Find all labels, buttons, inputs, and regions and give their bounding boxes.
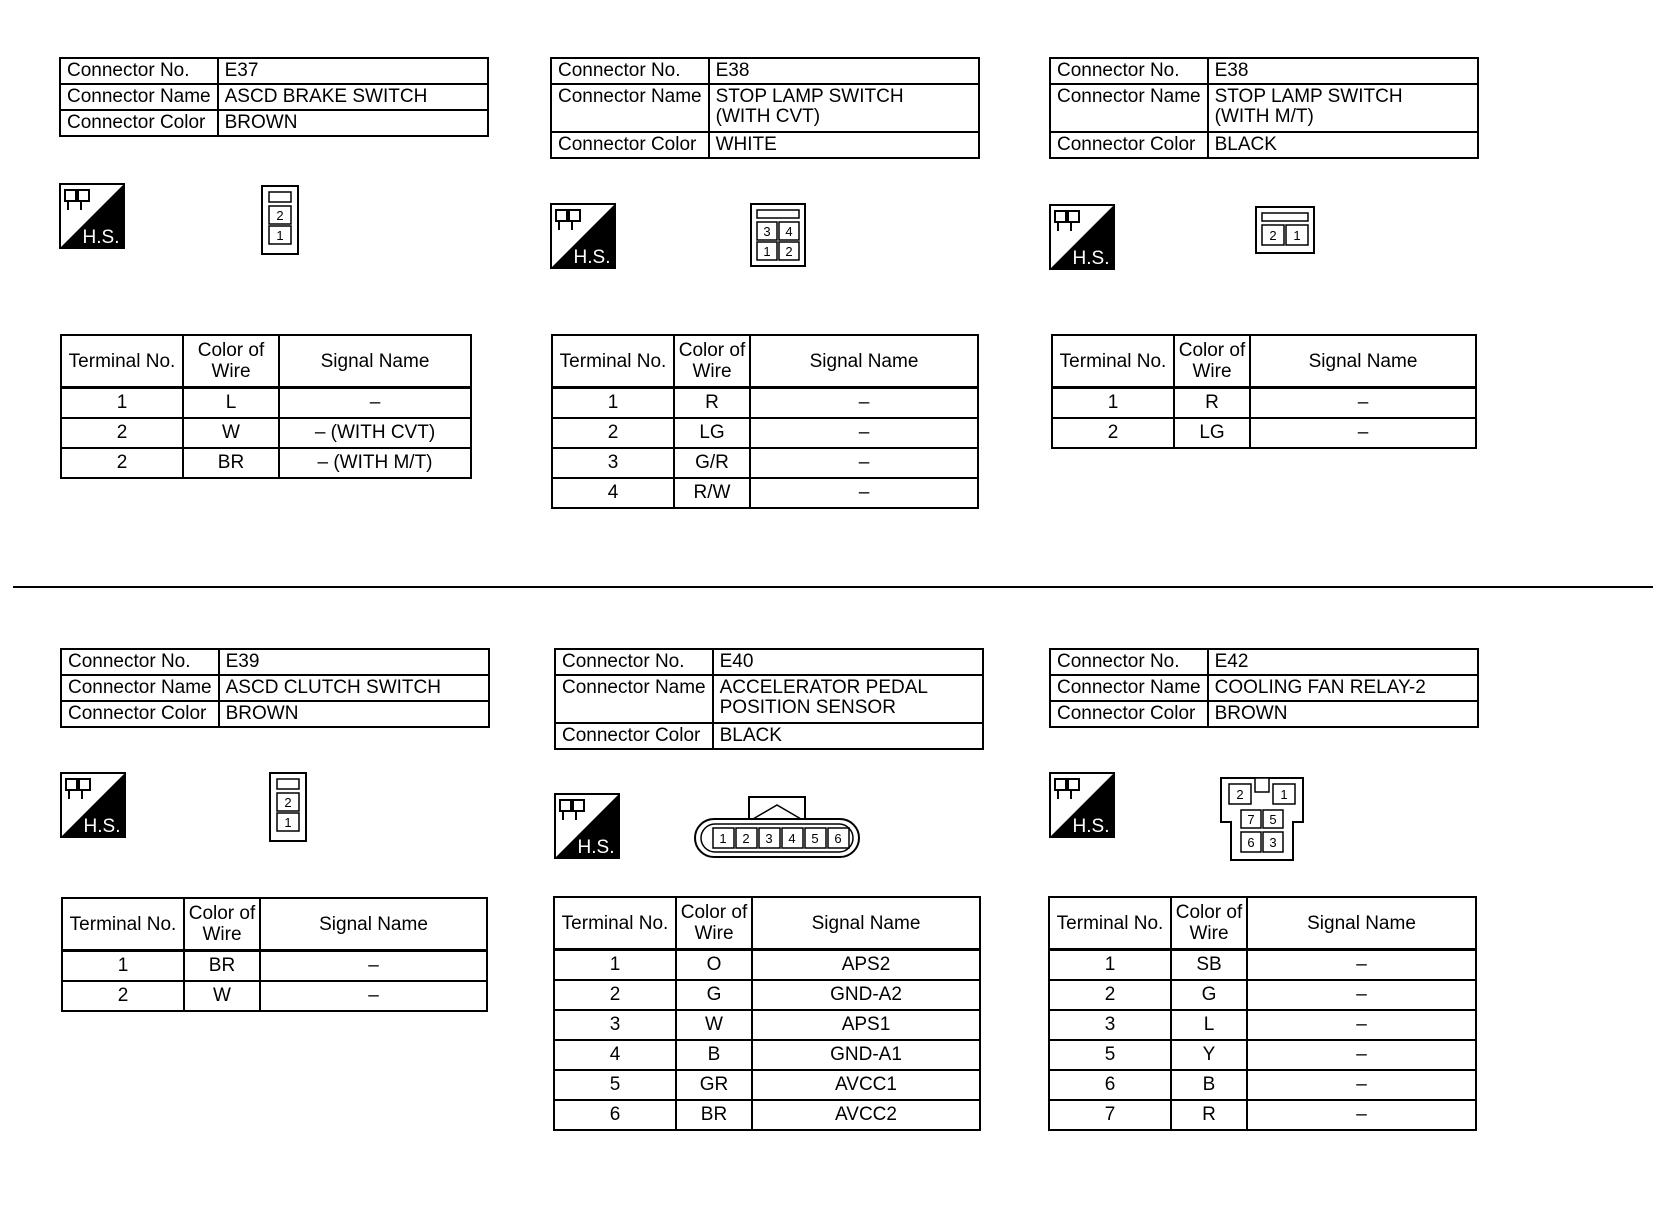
terminal-table [553, 896, 981, 1131]
pin-label: 1 [1280, 787, 1288, 802]
table-row [554, 980, 980, 1010]
terminal-table [60, 334, 472, 479]
terminal-no-header: Terminal No. [1052, 335, 1174, 388]
table-row [1049, 950, 1476, 981]
table-row [554, 1040, 980, 1070]
signal-name-cell: – [260, 951, 487, 982]
terminal-cell: 5 [1049, 1040, 1171, 1070]
connector-face-diagram [693, 793, 861, 859]
table-row [552, 418, 978, 448]
terminal-no-header: Terminal No. [552, 335, 674, 388]
connector-color-label: Connector Color [1050, 132, 1208, 158]
connector-panel-e38-cvt [550, 57, 980, 159]
connector-color-value: BROWN [219, 701, 489, 727]
terminal-no-header: Terminal No. [1049, 897, 1171, 950]
terminal-cell: 1 [552, 388, 674, 419]
wire-color-cell: W [184, 981, 260, 1011]
terminal-no-header: Terminal No. [554, 897, 676, 950]
wire-color-cell: LG [1174, 418, 1250, 448]
signal-name-cell: AVCC1 [752, 1070, 980, 1100]
signal-name-cell: – [750, 448, 978, 478]
connector-name-label: Connector Name [1050, 84, 1208, 132]
terminal-cell: 4 [554, 1040, 676, 1070]
wire-color-cell: GR [676, 1070, 752, 1100]
wire-color-cell: G [676, 980, 752, 1010]
connector-no-value: E42 [1208, 649, 1478, 675]
wire-color-header: Color of Wire [1171, 897, 1247, 950]
wire-color-cell: SB [1171, 950, 1247, 981]
table-row [554, 1070, 980, 1100]
table-row [554, 1100, 980, 1130]
table-row [1052, 418, 1476, 448]
harness-side-icon [1049, 204, 1115, 270]
table-row [61, 448, 471, 478]
pin-label: 5 [1269, 812, 1277, 827]
hs-label: H.S. [1072, 816, 1110, 837]
terminal-cell: 1 [554, 950, 676, 981]
connector-color-value: BROWN [218, 110, 488, 136]
table-row [552, 448, 978, 478]
terminal-cell: 2 [62, 981, 184, 1011]
table-row [552, 478, 978, 508]
wire-color-header: Color of Wire [184, 898, 260, 951]
harness-side-icon [1049, 772, 1115, 838]
connector-color-label: Connector Color [60, 110, 218, 136]
pin-label: 7 [1247, 812, 1255, 827]
connector-info-table [59, 57, 489, 137]
connector-info-table [1049, 648, 1479, 728]
pin-label: 2 [276, 208, 284, 223]
connector-face-diagram [749, 202, 807, 268]
harness-side-icon [60, 772, 126, 838]
connector-no-value: E39 [219, 649, 489, 675]
signal-name-cell: APS1 [752, 1010, 980, 1040]
hs-label: H.S. [577, 837, 615, 858]
signal-name-header: Signal Name [750, 335, 978, 388]
terminal-cell: 1 [1052, 388, 1174, 419]
terminal-cell: 4 [552, 478, 674, 508]
terminal-no-header: Terminal No. [62, 898, 184, 951]
connector-no-label: Connector No. [555, 649, 713, 675]
hs-label: H.S. [573, 247, 611, 268]
connector-info-table [554, 648, 984, 750]
signal-name-cell: AVCC2 [752, 1100, 980, 1130]
signal-name-cell: GND-A2 [752, 980, 980, 1010]
terminal-table [551, 334, 979, 509]
terminal-cell: 2 [61, 418, 183, 448]
terminal-cell: 3 [554, 1010, 676, 1040]
terminal-cell: 7 [1049, 1100, 1171, 1130]
pin-label: 2 [1236, 787, 1244, 802]
pin-label: 4 [785, 224, 793, 239]
connector-name-value: STOP LAMP SWITCH (WITH M/T) [1208, 84, 1478, 132]
signal-name-cell: – (WITH M/T) [279, 448, 471, 478]
wire-color-cell: W [676, 1010, 752, 1040]
table-row [554, 1010, 980, 1040]
terminal-cell: 2 [554, 980, 676, 1010]
wire-color-cell: W [183, 418, 279, 448]
table-row [1049, 1070, 1476, 1100]
terminal-cell: 1 [61, 388, 183, 419]
terminal-table [1051, 334, 1477, 449]
connector-info-table [550, 57, 980, 159]
table-row [1049, 1010, 1476, 1040]
connector-face-diagram [260, 184, 300, 256]
signal-name-header: Signal Name [260, 898, 487, 951]
pin-label: 3 [765, 831, 773, 846]
connector-info-table [60, 648, 490, 728]
wire-color-cell: Y [1171, 1040, 1247, 1070]
connector-color-label: Connector Color [1050, 701, 1208, 727]
signal-name-header: Signal Name [1247, 897, 1476, 950]
table-row [61, 418, 471, 448]
connector-face-diagram [1219, 776, 1305, 862]
connector-color-value: BLACK [713, 723, 983, 749]
pin-label: 1 [1293, 228, 1301, 243]
signal-name-header: Signal Name [752, 897, 980, 950]
terminal-cell: 6 [554, 1100, 676, 1130]
connector-color-value: BROWN [1208, 701, 1478, 727]
connector-panel-e38-mt [1049, 57, 1479, 159]
terminal-table [1048, 896, 1477, 1131]
terminal-cell: 2 [1052, 418, 1174, 448]
table-row [62, 981, 487, 1011]
harness-side-icon [550, 203, 616, 269]
hs-label: H.S. [83, 816, 121, 837]
terminal-cell: 3 [1049, 1010, 1171, 1040]
table-row [1052, 388, 1476, 419]
wire-color-cell: G [1171, 980, 1247, 1010]
section-divider [13, 586, 1653, 588]
pin-label: 2 [785, 244, 793, 259]
harness-side-icon [554, 793, 620, 859]
connector-color-label: Connector Color [61, 701, 219, 727]
pin-label: 3 [1269, 835, 1277, 850]
signal-name-cell: – [1250, 388, 1476, 419]
pin-label: 4 [788, 831, 796, 846]
connector-no-label: Connector No. [61, 649, 219, 675]
connector-no-label: Connector No. [60, 58, 218, 84]
table-row [554, 950, 980, 981]
pin-label: 1 [719, 831, 727, 846]
connector-color-label: Connector Color [555, 723, 713, 749]
signal-name-cell: – [1247, 1040, 1476, 1070]
signal-name-cell: – [1250, 418, 1476, 448]
hs-label: H.S. [82, 227, 120, 248]
signal-name-cell: – [1247, 950, 1476, 981]
terminal-cell: 1 [1049, 950, 1171, 981]
wire-color-cell: BR [183, 448, 279, 478]
wire-color-cell: BR [184, 951, 260, 982]
wire-color-cell: L [183, 388, 279, 419]
signal-name-cell: – (WITH CVT) [279, 418, 471, 448]
pin-label: 6 [1247, 835, 1255, 850]
wire-color-cell: LG [674, 418, 750, 448]
connector-name-value: STOP LAMP SWITCH (WITH CVT) [709, 84, 979, 132]
signal-name-cell: – [750, 388, 978, 419]
wire-color-header: Color of Wire [183, 335, 279, 388]
wire-color-header: Color of Wire [674, 335, 750, 388]
pin-label: 6 [834, 831, 842, 846]
wire-color-cell: G/R [674, 448, 750, 478]
harness-side-icon [59, 183, 125, 249]
pin-label: 5 [811, 831, 819, 846]
signal-name-cell: – [750, 418, 978, 448]
table-row [552, 388, 978, 419]
terminal-no-header: Terminal No. [61, 335, 183, 388]
table-row [62, 951, 487, 982]
connector-name-label: Connector Name [61, 675, 219, 701]
terminal-cell: 1 [62, 951, 184, 982]
connector-name-value: COOLING FAN RELAY-2 [1208, 675, 1478, 701]
wire-color-cell: BR [676, 1100, 752, 1130]
table-row [61, 388, 471, 419]
connector-name-label: Connector Name [555, 675, 713, 723]
wire-color-cell: B [1171, 1070, 1247, 1100]
signal-name-cell: – [1247, 1070, 1476, 1100]
connector-no-label: Connector No. [551, 58, 709, 84]
terminal-cell: 2 [61, 448, 183, 478]
terminal-cell: 5 [554, 1070, 676, 1100]
connector-no-label: Connector No. [1050, 649, 1208, 675]
wire-color-cell: R [1171, 1100, 1247, 1130]
connector-face-diagram [268, 771, 308, 843]
pin-label: 1 [276, 228, 284, 243]
signal-name-cell: GND-A1 [752, 1040, 980, 1070]
wire-color-cell: R [674, 388, 750, 419]
pin-label: 2 [1269, 228, 1277, 243]
signal-name-cell: – [1247, 980, 1476, 1010]
terminal-table [61, 897, 488, 1012]
connector-no-value: E37 [218, 58, 488, 84]
connector-no-value: E40 [713, 649, 983, 675]
connector-name-value: ASCD BRAKE SWITCH [218, 84, 488, 110]
signal-name-cell: – [260, 981, 487, 1011]
terminal-cell: 2 [1049, 980, 1171, 1010]
connector-panel-e37 [59, 57, 489, 137]
pin-label: 1 [763, 244, 771, 259]
connector-no-value: E38 [709, 58, 979, 84]
pin-label: 2 [742, 831, 750, 846]
terminal-cell: 2 [552, 418, 674, 448]
wire-color-cell: R/W [674, 478, 750, 508]
connector-color-value: WHITE [709, 132, 979, 158]
connector-info-table [1049, 57, 1479, 159]
hs-label: H.S. [1072, 248, 1110, 269]
connector-panel-e42 [1049, 648, 1479, 728]
connector-name-label: Connector Name [60, 84, 218, 110]
wire-color-cell: L [1171, 1010, 1247, 1040]
connector-name-label: Connector Name [551, 84, 709, 132]
table-row [1049, 1100, 1476, 1130]
connector-no-value: E38 [1208, 58, 1478, 84]
connector-name-value: ASCD CLUTCH SWITCH [219, 675, 489, 701]
signal-name-cell: – [750, 478, 978, 508]
connector-face-diagram [1254, 205, 1316, 255]
terminal-cell: 3 [552, 448, 674, 478]
connector-no-label: Connector No. [1050, 58, 1208, 84]
wire-color-header: Color of Wire [1174, 335, 1250, 388]
wire-color-cell: O [676, 950, 752, 981]
signal-name-header: Signal Name [1250, 335, 1476, 388]
wire-color-cell: B [676, 1040, 752, 1070]
connector-name-value: ACCELERATOR PEDAL POSITION SENSOR [713, 675, 983, 723]
wire-color-header: Color of Wire [676, 897, 752, 950]
pin-label: 2 [284, 795, 292, 810]
connector-panel-e40 [554, 648, 984, 750]
connector-name-label: Connector Name [1050, 675, 1208, 701]
pin-label: 3 [763, 224, 771, 239]
wire-color-cell: R [1174, 388, 1250, 419]
terminal-cell: 6 [1049, 1070, 1171, 1100]
signal-name-cell: APS2 [752, 950, 980, 981]
connector-color-label: Connector Color [551, 132, 709, 158]
table-row [1049, 1040, 1476, 1070]
signal-name-header: Signal Name [279, 335, 471, 388]
signal-name-cell: – [1247, 1100, 1476, 1130]
connector-panel-e39 [60, 648, 490, 728]
connector-color-value: BLACK [1208, 132, 1478, 158]
signal-name-cell: – [279, 388, 471, 419]
pin-label: 1 [284, 815, 292, 830]
table-row [1049, 980, 1476, 1010]
signal-name-cell: – [1247, 1010, 1476, 1040]
